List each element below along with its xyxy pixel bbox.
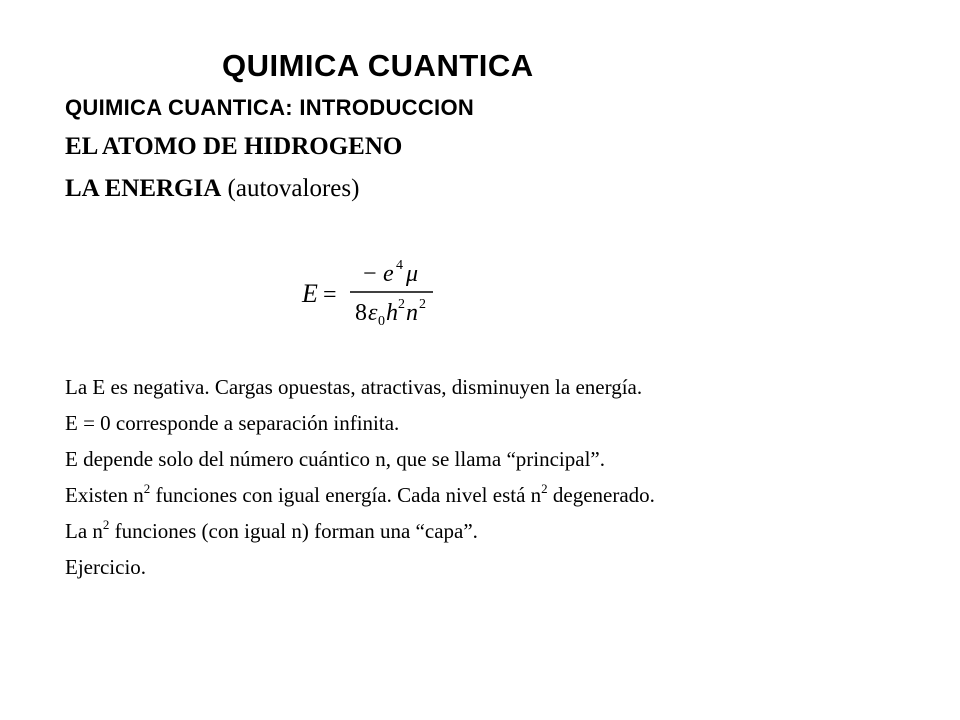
energy-heading-bold: LA ENERGIA: [65, 175, 222, 202]
formula-8: 8: [355, 300, 367, 326]
formula-epsilon-subscript: 0: [378, 314, 385, 329]
line5-part-a: La n: [65, 519, 103, 543]
formula-h: h: [386, 300, 398, 326]
subtitle: QUIMICA CUANTICA: INTRODUCCION: [65, 95, 475, 120]
energy-formula: [300, 255, 450, 335]
text-line-5: [65, 519, 478, 544]
formula-equals: =: [323, 282, 337, 308]
formula-minus: −: [363, 261, 377, 287]
energy-heading-normal: (autovalores): [221, 175, 360, 202]
text-line-4: [65, 483, 655, 508]
formula-lhs: E: [302, 279, 318, 308]
line4-part-b: funciones con igual energía. Cada nivel está n: [150, 483, 542, 507]
line4-part-a: Existen n: [65, 483, 144, 507]
formula-e: e: [383, 261, 394, 287]
formula-e-exponent: 4: [396, 258, 403, 273]
section-heading-hydrogen-atom: EL ATOMO DE HIDROGENO: [65, 133, 403, 160]
text-line-2: E = 0 corresponde a separación infinita.: [65, 411, 400, 435]
text-line-1: La E es negativa. Cargas opuestas, atractivas, disminuyen la energía.: [65, 375, 643, 399]
text-line-3: E depende solo del número cuántico n, que se llama “principal”.: [65, 447, 605, 471]
formula-h-exponent: 2: [398, 297, 405, 312]
text-line-6: Ejercicio.: [65, 555, 147, 579]
formula-epsilon: ε: [368, 300, 378, 326]
line5-superscript: 2: [102, 517, 110, 532]
formula-mu: μ: [406, 261, 419, 287]
line4-part-c: degenerado.: [547, 483, 655, 507]
formula-n: n: [406, 300, 418, 326]
section-heading-energy: [65, 175, 359, 203]
formula-n-exponent: 2: [419, 297, 426, 312]
page-title: QUIMICA CUANTICA: [222, 48, 534, 83]
line4-superscript-2: 2: [541, 481, 548, 496]
line4-superscript-1: 2: [143, 481, 151, 496]
line5-part-b: funciones (con igual n) forman una “capa”.: [109, 519, 478, 543]
